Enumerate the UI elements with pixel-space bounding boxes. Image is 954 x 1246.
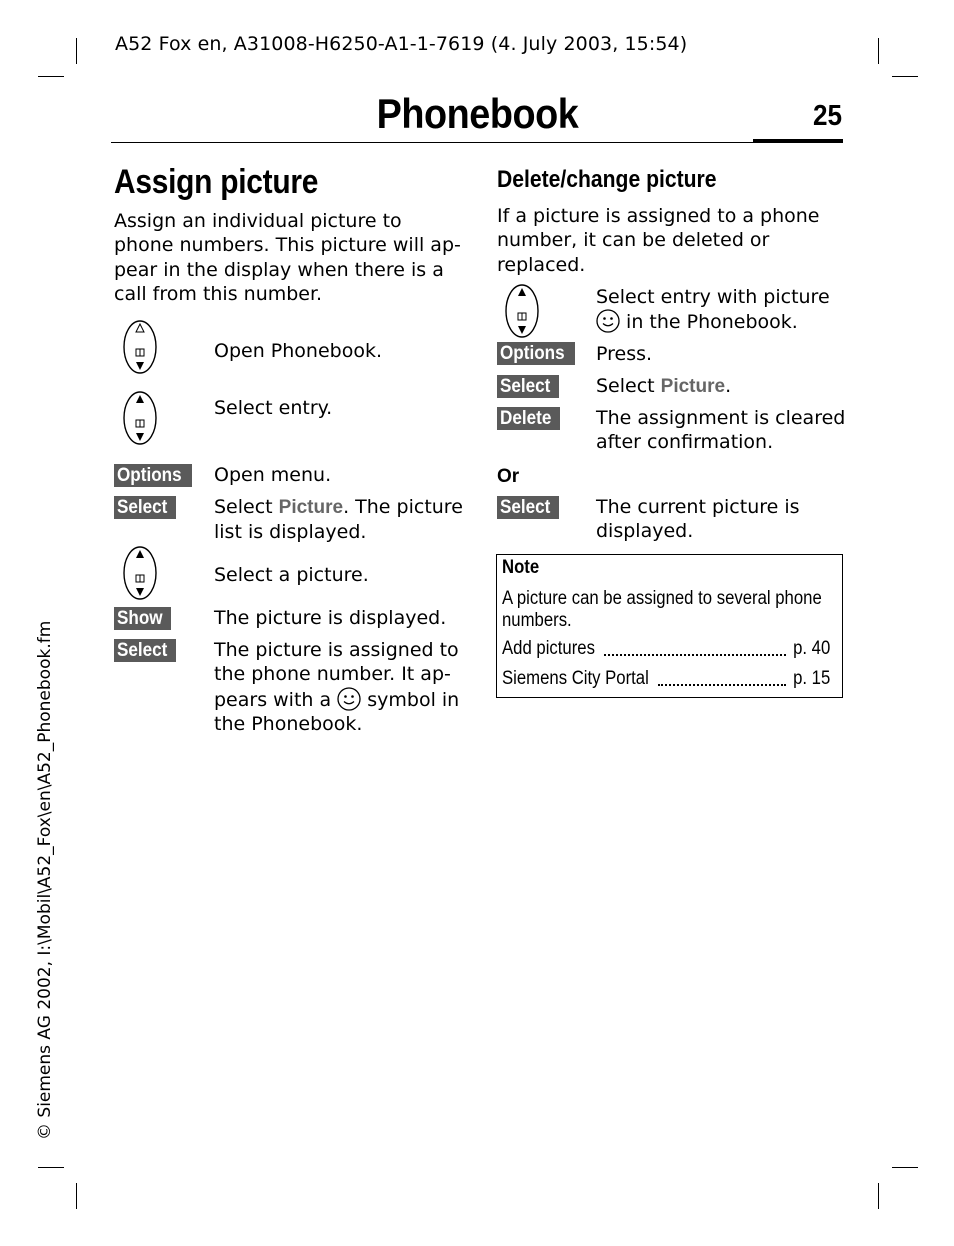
crop-mark [76, 38, 77, 64]
crop-mark [38, 1167, 64, 1168]
step-select-picture: Select Picture. [596, 375, 732, 397]
crop-mark [892, 1167, 918, 1168]
select-softkey: Select [497, 496, 559, 519]
step-select-entry: Select entry. [214, 397, 333, 419]
note-ref-siemens-city-portal[interactable]: Siemens City Portal p. 15 [502, 668, 830, 689]
options-softkey: Options [114, 464, 192, 487]
step-open-menu: Open menu. [214, 464, 332, 486]
step-current-picture-displayed: The current picture is displayed. [596, 496, 800, 543]
crop-mark [892, 76, 918, 77]
step-picture-assigned: The picture is assigned to the phone number. It ap- pears with a symbol in the Phonebook. [214, 639, 460, 736]
note-ref-add-pictures[interactable]: Add pictures p. 40 [502, 638, 830, 659]
header-rule [111, 142, 843, 143]
dot-leader [604, 654, 786, 656]
navigation-key-up-icon [122, 319, 158, 375]
note-text: A picture can be assigned to several phone numbers. [502, 588, 822, 631]
page-number-bar [753, 139, 843, 143]
assign-picture-heading: Assign picture [114, 163, 319, 201]
menu-item-picture: Picture [660, 376, 726, 397]
navigation-key-up-down-icon [122, 390, 158, 446]
step-select-entry-with-picture: Select entry with picture in the Phonebook. [596, 286, 830, 334]
or-label: Or [497, 466, 520, 487]
step-picture-displayed: The picture is displayed. [214, 607, 447, 629]
crop-mark [878, 38, 879, 64]
smiley-icon [596, 309, 620, 333]
crop-mark [878, 1183, 879, 1209]
page-title: Phonebook [376, 90, 579, 137]
select-softkey: Select [497, 375, 559, 398]
select-softkey: Select [114, 639, 176, 662]
step-assignment-cleared: The assignment is cleared after confirmation. [596, 407, 846, 454]
side-copyright-note: © Siemens AG 2002, I:\Mobil\A52_Fox\en\A52_Phonebook.fm [35, 620, 55, 1140]
delete-change-picture-heading: Delete/change picture [497, 166, 717, 193]
navigation-key-up-down-icon [122, 545, 158, 601]
smiley-icon [337, 687, 361, 711]
navigation-key-up-down-icon [504, 283, 540, 339]
step-press: Press. [596, 343, 653, 365]
page-number: 25 [812, 100, 842, 132]
crop-mark [38, 76, 64, 77]
file-info-header: A52 Fox en, A31008-H6250-A1-1-7619 (4. July 2003, 15:54) [115, 33, 688, 55]
select-softkey: Select [114, 496, 176, 519]
dot-leader [658, 684, 786, 686]
step-open-phonebook: Open Phonebook. [214, 340, 382, 362]
menu-item-picture: Picture [278, 497, 344, 518]
step-select-picture: Select Picture. The picture list is displayed. [214, 496, 463, 544]
options-softkey: Options [497, 342, 575, 365]
step-select-a-picture: Select a picture. [214, 564, 369, 586]
note-title: Note [502, 557, 540, 578]
crop-mark [76, 1183, 77, 1209]
show-softkey: Show [114, 607, 171, 630]
assign-picture-intro: Assign an individual picture to phone numbers. This picture will ap- pear in the display when there is a call from this number. [114, 210, 461, 306]
delete-softkey: Delete [497, 407, 560, 430]
delete-change-intro: If a picture is assigned to a phone number, it can be deleted or replaced. [497, 205, 820, 276]
